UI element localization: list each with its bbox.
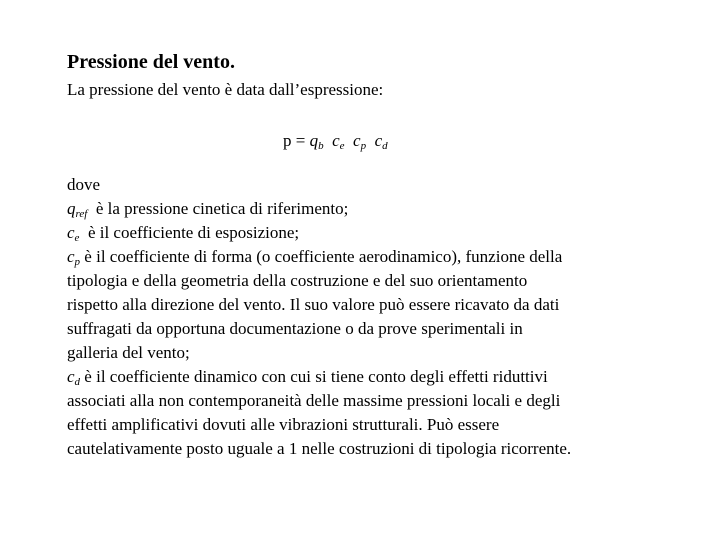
cp-description-line: tipologia e della geometria della costruzione e del suo orientamento [67, 271, 528, 290]
cd-description-line: associati alla non contemporaneità delle massime pressioni locali e degli [67, 391, 561, 410]
cp-description-line: galleria del vento; [67, 343, 190, 362]
formula-equals: = [291, 131, 310, 150]
formula-term-ce-subscript: e [339, 140, 345, 152]
cp-symbol: c [67, 247, 75, 266]
dove-label: dove [67, 175, 101, 194]
intro-text: La pressione del vento è data dall’espressione: [67, 80, 384, 99]
ce-symbol: c [67, 223, 75, 242]
qref-subscript: ref [75, 208, 88, 220]
formula-term-qb-symbol: q [309, 131, 319, 150]
definition-cp [67, 245, 667, 269]
definitions-body [67, 173, 667, 461]
cd-description-line: cautelativamente posto uguale a 1 nelle costruzioni di tipologia ricorrente. [67, 439, 572, 458]
definition-qref [67, 197, 667, 221]
formula-lhs: p [283, 131, 292, 150]
page-title: Pressione del vento. [67, 51, 235, 73]
formula-term-cp-subscript: p [360, 140, 367, 152]
cd-description-line: effetti amplificativi dovuti alle vibrazioni strutturali. Può essere [67, 415, 500, 434]
wind-pressure-formula [283, 129, 388, 158]
definition-cd [67, 365, 667, 389]
definition-ce [67, 221, 667, 245]
cp-description-line: rispetto alla direzione del vento. Il suo valore può essere ricavato da dati [67, 295, 560, 314]
cp-description-line: è il coefficiente di forma (o coefficiente aerodinamico), funzione della [84, 247, 563, 266]
formula-term-qb-subscript: b [318, 140, 324, 152]
ce-subscript: e [74, 232, 80, 244]
formula-term-cd-subscript: d [382, 140, 388, 152]
ce-description: è il coefficiente di esposizione; [87, 223, 300, 242]
cd-description-line: è il coefficiente dinamico con cui si tiene conto degli effetti riduttivi [84, 367, 548, 386]
formula-term-cd-symbol: c [374, 131, 383, 150]
formula-term-cp-symbol: c [353, 131, 361, 150]
formula-term-ce-symbol: c [332, 131, 340, 150]
cp-description-line: suffragati da opportuna documentazione o da prove sperimentali in [67, 319, 523, 338]
cp-subscript: p [74, 256, 81, 268]
cd-symbol: c [67, 367, 75, 386]
qref-description: è la pressione cinetica di riferimento; [95, 199, 349, 218]
cd-subscript: d [74, 376, 81, 388]
qref-symbol: q [67, 199, 76, 218]
